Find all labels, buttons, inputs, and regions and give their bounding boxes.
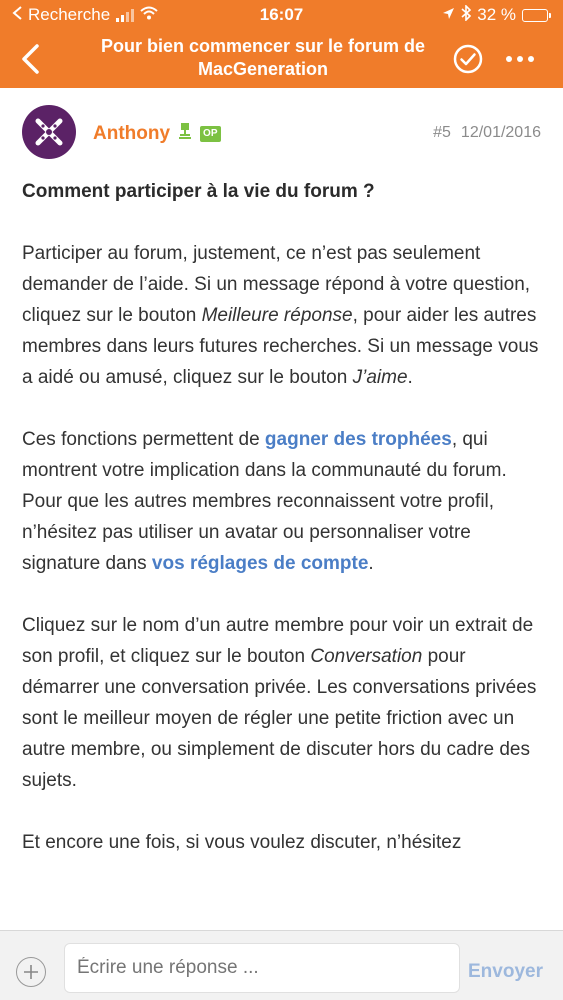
status-left [12,5,158,25]
author-row [93,122,221,145]
add-attachment-icon[interactable] [16,957,46,987]
paragraph [22,610,542,796]
post-meta [433,124,541,142]
page-title: Pour bien commencer sur le forum de MacGeneration [100,36,426,79]
author-name[interactable]: Anthony [93,122,171,144]
check-circle-icon[interactable] [452,43,484,75]
carrier-label[interactable]: Recherche [28,5,111,24]
avatar[interactable] [22,105,76,159]
post-heading: Comment participer à la vie du forum ? [22,181,375,202]
send-button[interactable]: Envoyer [468,961,543,982]
text-run: , pour aider les autres membres dans leurs futures recherches. Si un message vous a aidé ou amusé, cliquez sur le bouton [22,305,539,388]
paragraph [22,424,542,579]
back-arrow-icon[interactable] [12,5,22,25]
paragraph-partial: Et encore une fois, si vous voulez discuter, n’hésitez [22,832,462,853]
text-run: Ces fonctions permettent de [22,429,265,450]
signal-icon [116,9,134,22]
post-number[interactable]: #5 [433,124,451,141]
op-badge: OP [200,126,220,142]
emphasis-text: Meilleure réponse [201,305,353,326]
paragraph [22,238,542,393]
battery-percentage: 32 % [477,5,516,24]
text-run: Cliquez sur le nom d’un autre membre pour voir un extrait de son profil, et cliquez sur le bouton [22,615,534,667]
account-settings-link[interactable]: vos réglages de compte [151,553,369,574]
wifi-icon [140,5,158,25]
post-date: 12/01/2016 [460,124,541,141]
clock: 16:07 [259,5,304,24]
status-bar [0,0,563,30]
forum-post [0,88,563,930]
post-body [22,238,542,889]
status-right [442,5,551,26]
text-run: , qui montrent votre implication dans la communauté du forum. Pour que les autres membres reconnaissent votre profil, n’hésitez pas utiliser un avatar ou personnaliser votre signature dans [22,429,507,574]
reply-bar [0,930,563,1000]
navigation-bar [0,30,563,88]
emphasis-text: Conversation [310,646,423,667]
text-run: pour démarrer une conversation privée. Les conversations privées sont le meilleur moyen de régler une petite friction avec un autre membre, ou simplement de discuter hors du cadre des sujets. [22,646,537,791]
trophies-link[interactable]: gagner des trophées [264,429,452,450]
trophy-icon [178,122,192,145]
text-run: . [407,367,413,388]
reply-input[interactable] [64,943,460,993]
chevron-left-icon[interactable] [20,41,50,77]
text-run: Participer au forum, justement, ce n’est pas seulement demander de l’aide. Si un message répond à votre question, cliquez sur le bouton [22,243,531,326]
more-dots-icon[interactable] [500,48,540,70]
text-run: . [368,553,374,574]
battery-icon [522,9,551,22]
emphasis-text: J’aime [352,367,408,388]
bluetooth-icon [461,5,471,26]
location-icon [442,5,455,25]
avatar-logo-icon [30,113,68,151]
